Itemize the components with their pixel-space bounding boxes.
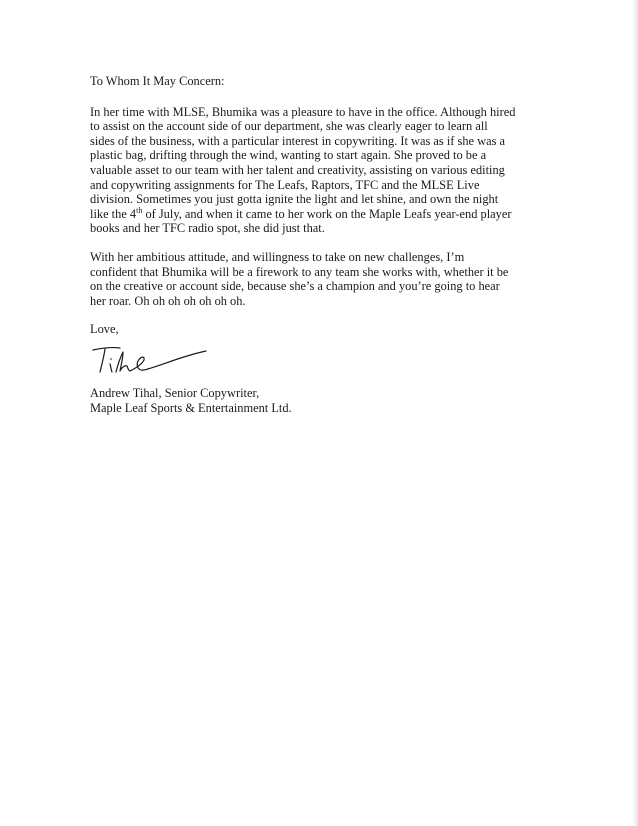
paragraph-recommendation	[90, 105, 550, 236]
paragraph-line	[90, 207, 550, 222]
paragraph-line: to assist on the account side of our department, she was clearly eager to learn all	[90, 119, 488, 134]
paragraph-line: on the creative or account side, because she’s a champion and you’re going to hear	[90, 279, 500, 294]
paragraph-line: sides of the business, with a particular interest in copywriting. It was as if she was a	[90, 133, 505, 148]
paragraph-closing-remarks	[90, 250, 550, 308]
line-text: of July, and when it came to her work on the Maple Leafs year-end player	[142, 206, 512, 221]
paragraph-line: division. Sometimes you just gotta ignite the light and let shine, and own the night	[90, 192, 499, 207]
ordinal-superscript: th	[136, 205, 143, 215]
handwritten-signature	[90, 342, 210, 378]
salutation: To Whom It May Concern:	[90, 74, 225, 88]
paragraph-line: her roar. Oh oh oh oh oh oh oh.	[90, 293, 246, 308]
paragraph-line: valuable asset to our team with her talent and creativity, assisting on various editing	[90, 162, 505, 177]
letter-body	[90, 74, 550, 337]
page-edge-shadow	[632, 0, 638, 826]
paragraph-line: confident that Bhumika will be a firework to any team she works with, whether it be	[90, 264, 509, 279]
paragraph-line: In her time with MLSE, Bhumika was a pleasure to have in the office. Although hired	[90, 104, 516, 119]
closing: Love,	[90, 322, 119, 337]
paragraph-line: plastic bag, drifting through the wind, wanting to start again. She proved to be a	[90, 148, 487, 163]
paragraph-line: With her ambitious attitude, and willingness to take on new challenges, I’m	[90, 249, 465, 264]
signatory-company: Maple Leaf Sports & Entertainment Ltd.	[90, 400, 292, 415]
line-text: like the 4	[90, 206, 137, 221]
signatory-name-title: Andrew Tihal, Senior Copywriter,	[90, 386, 260, 400]
paragraph-line: books and her TFC radio spot, she did just that.	[90, 221, 325, 236]
signatory-block	[90, 386, 292, 415]
paragraph-line: and copywriting assignments for The Leafs, Raptors, TFC and the MLSE Live	[90, 177, 480, 192]
